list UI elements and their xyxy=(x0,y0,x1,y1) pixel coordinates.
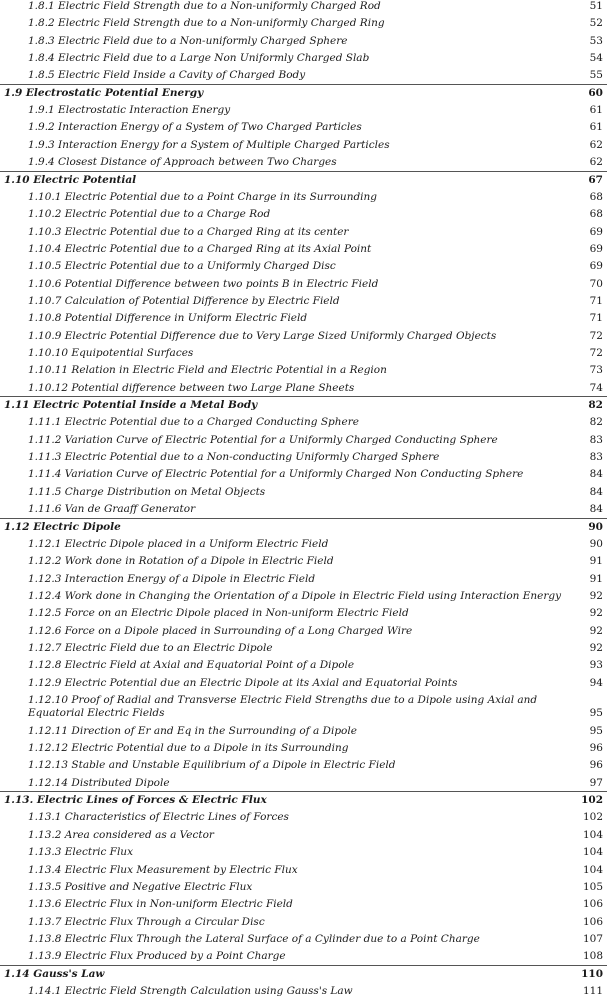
toc-entry-page-number: 69 xyxy=(589,260,603,273)
toc-entry-page-number: 110 xyxy=(581,967,603,980)
toc-entry-page-number: 97 xyxy=(589,776,603,789)
section-divider xyxy=(0,791,607,792)
toc-entry-page-number: 93 xyxy=(589,659,603,672)
toc-entry-title: 1.8.5 Electric Field Inside a Cavity of Charged Body xyxy=(28,69,306,82)
toc-entry-title: 1.12.7 Electric Field due to an Electric Dipole xyxy=(28,641,273,654)
toc-entry-page-number: 62 xyxy=(589,156,603,169)
toc-entry-page-number: 92 xyxy=(589,607,603,620)
toc-entry-title: 1.14.1 Electric Field Strength Calculation using Gauss's Law xyxy=(28,984,353,997)
toc-entry-title: 1.13.7 Electric Flux Through a Circular Disc xyxy=(28,915,265,928)
toc-entry-page-number: 106 xyxy=(582,898,603,911)
toc-entry-page-number: 72 xyxy=(589,329,603,342)
toc-entry-title: 1.11.4 Variation Curve of Electric Potential for a Uniformly Charged Non Conducting Sphere xyxy=(28,468,524,481)
section-divider xyxy=(0,518,607,519)
toc-entry-title: 1.9.2 Interaction Energy of a System of Two Charged Particles xyxy=(28,121,362,134)
toc-entry-title: 1.11.1 Electric Potential due to a Charged Conducting Sphere xyxy=(28,416,359,429)
toc-entry-title: 1.13.3 Electric Flux xyxy=(28,846,133,859)
toc-entry-page-number: 73 xyxy=(589,364,603,377)
toc-entry-title: 1.11.6 Van de Graaff Generator xyxy=(28,503,196,516)
toc-entry-page-number: 90 xyxy=(589,537,603,550)
toc-entry-title: 1.10.7 Calculation of Potential Difference by Electric Field xyxy=(28,294,340,307)
toc-entry-title: 1.12.2 Work done in Rotation of a Dipole in Electric Field xyxy=(28,555,334,568)
toc-entry-page-number: 69 xyxy=(589,242,603,255)
toc-entry-title: 1.11.5 Charge Distribution on Metal Objects xyxy=(28,485,266,498)
toc-entry-title: 1.10.9 Electric Potential Difference due to Very Large Sized Uniformly Charged Objects xyxy=(28,329,497,342)
toc-entry-title: 1.11.3 Electric Potential due to a Non-conducting Uniformly Charged Sphere xyxy=(28,451,440,464)
toc-entry-title: 1.10.2 Electric Potential due to a Charge Rod xyxy=(28,208,271,221)
toc-entry-title: 1.12.8 Electric Field at Axial and Equatorial Point of a Dipole xyxy=(28,659,355,672)
toc-entry-page-number: 92 xyxy=(589,624,603,637)
toc-entry-page-number: 61 xyxy=(589,104,603,117)
section-divider xyxy=(0,84,607,85)
toc-entry-title: 1.13.1 Characteristics of Electric Lines of Forces xyxy=(28,811,289,824)
toc-entry-page-number: 55 xyxy=(589,69,603,82)
toc-entry-page-number: 72 xyxy=(589,347,603,359)
toc-entry-title: 1.12.13 Stable and Unstable Equilibrium of a Dipole in Electric Field xyxy=(28,759,396,772)
toc-entry-title: 1.14 Gauss's Law xyxy=(4,967,105,980)
toc-entry-title: 1.10.5 Electric Potential due to a Uniformly Charged Disc xyxy=(28,260,336,273)
toc-entry-title: 1.13.6 Electric Flux in Non-uniform Electric Field xyxy=(28,898,293,911)
toc-entry-page-number: 84 xyxy=(589,485,603,498)
toc-entry-title: 1.12.5 Force on an Electric Dipole placed in Non-uniform Electric Field xyxy=(28,607,409,620)
toc-entry-page-number: 91 xyxy=(589,572,603,585)
toc-entry-title: 1.9.1 Electrostatic Interaction Energy xyxy=(28,104,231,117)
toc-entry-page-number: 70 xyxy=(589,277,603,290)
toc-entry-page-number: 107 xyxy=(582,932,603,945)
toc-entry-page-number: 104 xyxy=(582,846,603,859)
toc-entry-page-number: 84 xyxy=(589,468,603,481)
toc-entry-page-number: 52 xyxy=(589,17,603,30)
toc-entry-page-number: 71 xyxy=(589,294,603,307)
toc-entry-title: 1.10.11 Relation in Electric Field and Electric Potential in a Region xyxy=(28,364,387,377)
toc-entry-title: 1.13.8 Electric Flux Through the Lateral Surface of a Cylinder due to a Point Charge xyxy=(28,932,480,945)
toc-entry-title: 1.13. Electric Lines of Forces & Electric Flux xyxy=(4,794,267,807)
toc-entry-page-number: 91 xyxy=(589,555,603,568)
toc-entry-page-number: 104 xyxy=(582,863,603,876)
toc-entry-title: 1.12 Electric Dipole xyxy=(4,520,121,533)
toc-entry-page-number: 68 xyxy=(589,190,603,203)
toc-entry-title: 1.12.4 Work done in Changing the Orientation of a Dipole in Electric Field using Interaction Energy xyxy=(28,589,562,602)
toc-entry-page-number: 54 xyxy=(589,52,603,65)
toc-entry-page-number: 96 xyxy=(589,759,603,772)
toc-entry-page-number: 60 xyxy=(588,86,603,99)
toc-entry-page-number: 82 xyxy=(588,399,603,412)
toc-entry-title: 1.10.10 Equipotential Surfaces xyxy=(28,347,194,359)
toc-entry-title: 1.13.2 Area considered as a Vector xyxy=(28,828,214,841)
toc-entry-page-number: 74 xyxy=(589,381,603,394)
toc-entry-page-number: 83 xyxy=(589,451,603,464)
toc-entry-page-number: 102 xyxy=(582,811,603,824)
toc-entry-title: 1.13.4 Electric Flux Measurement by Electric Flux xyxy=(28,863,298,876)
toc-entry-page-number: 94 xyxy=(589,676,603,689)
toc-entry-page-number: 83 xyxy=(589,433,603,446)
toc-entry-title: 1.10.8 Potential Difference in Uniform Electric Field xyxy=(28,312,308,325)
toc-entry-title: 1.8.3 Electric Field due to a Non-uniformly Charged Sphere xyxy=(28,34,348,47)
toc-entry-title: 1.10.6 Potential Difference between two points B in Electric Field xyxy=(28,277,379,290)
toc-entry-page-number: 106 xyxy=(582,915,603,928)
toc-entry-page-number: 90 xyxy=(588,520,603,533)
toc-entry-page-number: 95 xyxy=(589,724,603,737)
toc-entry-page-number: 92 xyxy=(589,589,603,602)
toc-entry-page-number: 53 xyxy=(589,34,603,47)
toc-entry-title: 1.8.4 Electric Field due to a Large Non Uniformly Charged Slab xyxy=(28,52,370,65)
toc-entry-title: 1.9.3 Interaction Energy for a System of Multiple Charged Particles xyxy=(28,138,390,151)
toc-entry-page-number: 95 xyxy=(589,707,603,719)
toc-entry-title: 1.11 Electric Potential Inside a Metal Body xyxy=(4,399,258,412)
toc-entry-title: 1.10.4 Electric Potential due to a Charged Ring at its Axial Point xyxy=(28,242,372,255)
toc-entry-page-number: 62 xyxy=(589,138,603,151)
toc-entry-title: 1.13.5 Positive and Negative Electric Flux xyxy=(28,880,253,893)
section-divider xyxy=(0,396,607,397)
section-divider xyxy=(0,965,607,966)
toc-entry-page-number: 96 xyxy=(589,742,603,755)
toc-entry-page-number: 111 xyxy=(582,984,603,997)
toc-entry-page-number: 92 xyxy=(589,641,603,654)
toc-entry-title: 1.12.6 Force on a Dipole placed in Surrounding of a Long Charged Wire xyxy=(28,624,413,637)
toc-entry-title: 1.10 Electric Potential xyxy=(4,173,137,186)
toc-entry-page-number: 84 xyxy=(589,503,603,516)
toc-entry-page-number: 61 xyxy=(589,121,603,134)
toc-entry-title: 1.12.11 Direction of Er and Eq in the Surrounding of a Dipole xyxy=(28,724,357,737)
toc-entry-page-number: 51 xyxy=(589,0,603,12)
toc-entry-page-number: 105 xyxy=(582,880,603,893)
toc-entry-title: 1.12.12 Electric Potential due to a Dipole in its Surrounding xyxy=(28,742,349,755)
toc-entry-title: 1.12.3 Interaction Energy of a Dipole in Electric Field xyxy=(28,572,316,585)
toc-entry-title: 1.12.14 Distributed Dipole xyxy=(28,776,170,789)
toc-entry-title: 1.11.2 Variation Curve of Electric Potential for a Uniformly Charged Conducting Sphere xyxy=(28,433,498,446)
toc-entry-page-number: 69 xyxy=(589,225,603,238)
toc-entry-page-number: 108 xyxy=(582,950,603,963)
toc-entry-page-number: 71 xyxy=(589,312,603,325)
toc-entry-title: 1.12.10 Proof of Radial and Transverse Electric Field Strengths due to a Dipole using Axial and Equatorial Electric Fields xyxy=(28,694,538,719)
toc-entry-title: 1.8.1 Electric Field Strength due to a Non-uniformly Charged Rod xyxy=(28,0,381,12)
toc-entry-page-number: 102 xyxy=(581,794,603,807)
toc-entry-page-number: 68 xyxy=(589,208,603,221)
toc-entry-title: 1.8.2 Electric Field Strength due to a Non-uniformly Charged Ring xyxy=(28,17,385,30)
toc-entry-title: 1.10.1 Electric Potential due to a Point Charge in its Surrounding xyxy=(28,190,378,203)
toc-entry-title: 1.10.12 Potential difference between two Large Plane Sheets xyxy=(28,381,355,394)
section-divider xyxy=(0,171,607,172)
toc-entry-page-number: 67 xyxy=(588,173,603,186)
toc-entry-page-number: 82 xyxy=(589,416,603,429)
toc-entry-title: 1.12.9 Electric Potential due an Electric Dipole at its Axial and Equatorial Points xyxy=(28,676,458,689)
toc-entry-title: 1.12.1 Electric Dipole placed in a Uniform Electric Field xyxy=(28,537,329,550)
toc-entry-page-number: 104 xyxy=(582,828,603,841)
toc-entry-title: 1.10.3 Electric Potential due to a Charged Ring at its center xyxy=(28,225,349,238)
toc-entry-title: 1.9 Electrostatic Potential Energy xyxy=(4,86,204,99)
toc-entry-title: 1.9.4 Closest Distance of Approach between Two Charges xyxy=(28,156,337,169)
toc-entry-title: 1.13.9 Electric Flux Produced by a Point Charge xyxy=(28,950,286,963)
